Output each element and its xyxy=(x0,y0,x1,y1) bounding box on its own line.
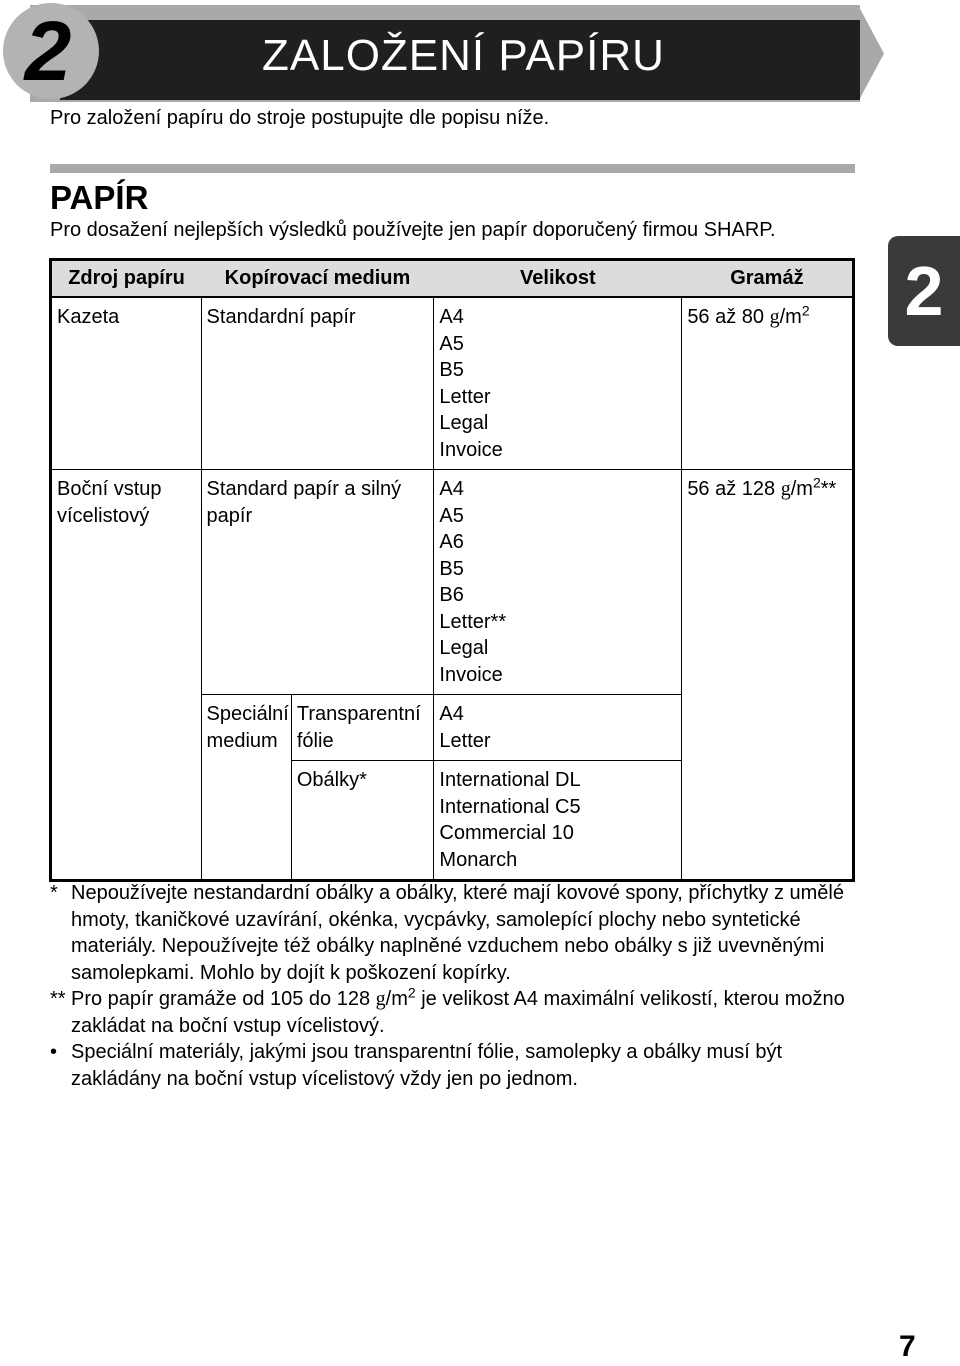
bullet-text: Speciální materiály, jakými jsou transparentní fólie, samolepky a obálky musí být zakládány na boční vstup vícelistový vždy jen po jednom. xyxy=(71,1041,783,1090)
table-header-row xyxy=(51,260,854,298)
intro-text: Pro založení papíru do stroje postupujte dle popisu níže. xyxy=(50,107,550,129)
size-item: Monarch xyxy=(439,848,518,871)
header-weight: Gramáž xyxy=(682,260,854,298)
chapter-header-arrow xyxy=(858,5,884,102)
cell-weight: 56 až 80 $g/m^2$ xyxy=(682,297,854,470)
size-item: A4 xyxy=(439,703,464,725)
footnote-envelopes xyxy=(50,880,850,986)
chapter-number-badge xyxy=(3,3,99,99)
size-item: A4 xyxy=(439,306,464,328)
table-row xyxy=(51,297,854,470)
header-medium: Kopírovací medium xyxy=(201,260,434,298)
footnote-mark: * xyxy=(50,882,58,904)
size-item: B5 xyxy=(439,557,464,580)
bullet-mark: • xyxy=(50,1041,58,1063)
size-item: B6 xyxy=(439,584,464,606)
cell-submedium: Obálky* xyxy=(291,761,434,881)
header-source: Zdroj papíru xyxy=(51,260,202,298)
size-item: A4 xyxy=(439,478,464,500)
size-item: Invoice xyxy=(439,663,503,686)
size-item: Commercial 10 xyxy=(439,822,574,844)
side-tab-number: 2 xyxy=(904,252,944,330)
section-subtitle: Pro dosažení nejlepších výsledků používejte jen papír doporučený firmou SHARP. xyxy=(50,219,776,241)
cell-sizes xyxy=(434,470,682,695)
cell-sizes xyxy=(434,297,682,470)
size-item: A5 xyxy=(439,504,464,527)
size-item: International C5 xyxy=(439,795,581,818)
footnotes xyxy=(50,880,850,1092)
cell-source: Boční vstup vícelistový xyxy=(51,470,202,881)
size-item: A6 xyxy=(439,531,464,553)
size-item: Letter xyxy=(439,729,491,752)
size-item: Invoice xyxy=(439,438,503,461)
cell-submedium: Transparentní fólie xyxy=(291,695,434,761)
page-number: 7 xyxy=(899,1330,916,1363)
cell-medium: Speciální medium xyxy=(201,695,291,881)
size-item: A5 xyxy=(439,332,464,355)
footnote-mark: ** xyxy=(50,988,66,1010)
size-item: Legal xyxy=(439,637,489,659)
size-item: International DL xyxy=(439,769,581,791)
size-item: Letter xyxy=(439,385,491,408)
cell-source: Kazeta xyxy=(51,297,202,470)
size-item: Letter** xyxy=(439,610,507,633)
size-item: Legal xyxy=(439,412,489,434)
cell-sizes xyxy=(434,761,682,881)
chapter-number: 2 xyxy=(24,4,72,98)
cell-weight: 56 až 128 $g/m^2**$ xyxy=(682,470,854,881)
table-row xyxy=(51,470,854,695)
footnote-weight: ** Pro papír gramáže od 105 do 128 $g/m^2$ je velikost A4 maximální velikostí, kterou možno zakládat na boční vstup vícelistový. xyxy=(50,984,845,1037)
paper-table xyxy=(49,258,855,882)
chapter-title: ZALOŽENÍ PAPÍRU xyxy=(262,31,665,80)
chapter-side-tab xyxy=(888,236,960,346)
section-divider xyxy=(50,164,855,173)
section-title: PAPÍR xyxy=(50,179,149,216)
cell-medium: Standard papír a silný papír xyxy=(201,470,434,695)
cell-medium: Standardní papír xyxy=(201,297,434,470)
header-size: Velikost xyxy=(434,260,682,298)
cell-sizes xyxy=(434,695,682,761)
size-item: B5 xyxy=(439,359,464,381)
bullet-special-media xyxy=(50,1039,850,1092)
footnote-text-b: je velikost A4 maximální velikostí, kterou možno zakládat na boční vstup vícelistový. xyxy=(71,988,845,1037)
footnote-text-a: Pro papír gramáže od 105 do 128 xyxy=(71,988,376,1010)
footnote-text: Nepoužívejte nestandardní obálky a obálky, které mají kovové spony, příchytky z umělé hmoty, tkaničkové uzavírání, okénka, vycpávky, samolepící plochy nebo syntetické materiály. Nepoužívejte též obálky naplněné vzduchem nebo obálky s již uvevněnými samolepkami. Mohlo by dojít k poškození kopírky. xyxy=(71,882,844,984)
